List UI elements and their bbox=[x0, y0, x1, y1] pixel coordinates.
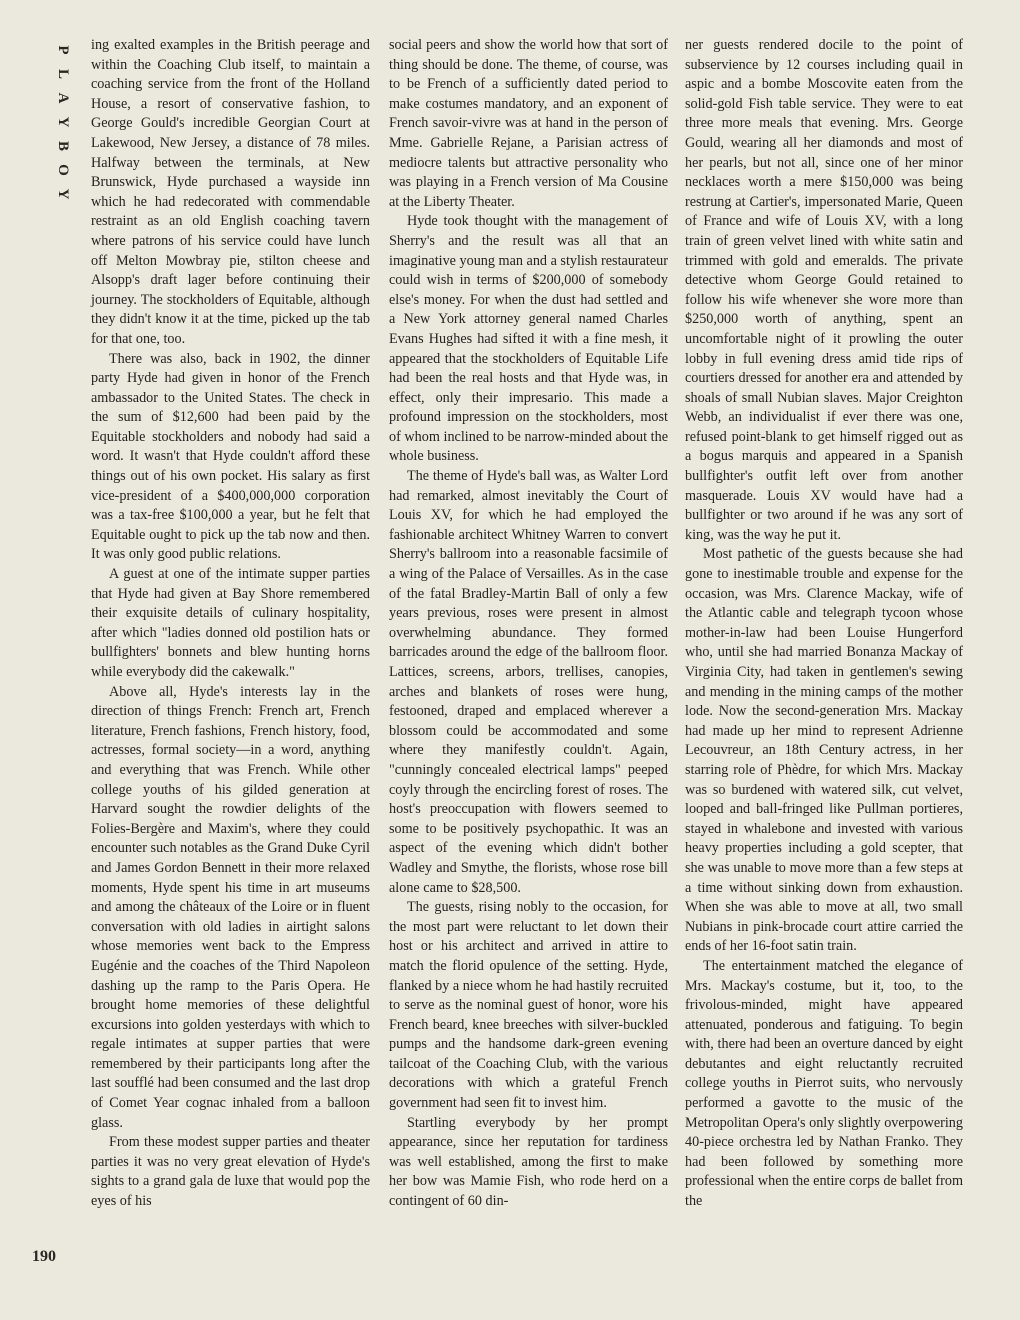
paragraph: A guest at one of the intimate supper parties that Hyde had given at Bay Shore remembered their exquisite details of culinary hospitality, after which "ladies donned old postilion hats or bullfighters' bonnets and blew hunting horns while everybody did the cakewalk." bbox=[91, 566, 370, 680]
running-head-letter: B bbox=[55, 140, 71, 151]
paragraph: ing exalted examples in the British peerage and within the Coaching Club itself, to maintain a coaching service from the front of the Holland House, a resort of conservative fashion, to George Gould's incredible Georgian Court at Lakewood, New Jersey, a distance of 78 miles. Halfway between the terminals, at New Brunswick, Hyde purchased a wayside inn which he had redecorated with commendable restraint as an old English coaching tavern where patrons of his service could have lunch off Melton Mowbray pie, stilton cheese and Alsopp's draft lager before continuing their journey. The stockholders of Equitable, although they didn't know it at the time, picked up the tab for that one, too. bbox=[91, 37, 370, 347]
paragraph: Above all, Hyde's interests lay in the direction of things French: French art, French literature, French fashions, French history, food, actresses, formal society—in a word, anything and everything that was French. While other college youths of his gilded generation at Harvard sought the rowdier delights of the Folies-Bergère and Maxim's, where they could encounter such notables as the Grand Duke Cyril and James Gordon Bennett in their more relaxed moments, Hyde spent his time in art museums and among the châteaux of the Loire or in fluent conversation with old ladies in airtight salons whose memories went back to the Empress Eugénie and the coaches of the Third Napoleon dashing up the ramp to the Paris Opera. He brought home memories of these delightful excursions into golden yesterdays with which to regale intimates at supper parties that were remembered by their participants long after the last soufflé had been consumed and the last drop of Comet Year cognac inhaled from a balloon glass. bbox=[91, 683, 370, 1131]
article-column-3 bbox=[685, 36, 963, 1212]
article-column-1 bbox=[91, 36, 370, 1212]
paragraph: Hyde took thought with the management of Sherry's and the result was all that an imaginative young man and a stylish restaurateur could wish in terms of $200,000 of somebody else's money. For when the dust had settled and a New York attorney general named Charles Evans Hughes had sifted it with a fine mesh, it appeared that the stockholders of Equitable Life had been the real hosts and that Hyde was, in effect, only their impresario. This made a profound impression on the stockholders, most of whom inclined to be narrow-minded about the whole business. bbox=[389, 213, 668, 465]
page-number: 190 bbox=[32, 1248, 56, 1265]
paragraph: Startling everybody by her prompt appearance, since her reputation for tardiness was well established, among the first to make her bow was Mamie Fish, who rode herd on a contingent of 60 din- bbox=[389, 1114, 668, 1210]
running-head-letter: Y bbox=[55, 116, 71, 128]
paragraph: social peers and show the world how that sort of thing should be done. The theme, of course, was to be French of a sufficiently dated period to make costumes mandatory, and an exponent of French savoir-vivre was at hand in the person of Mme. Gabrielle Rejane, a Parisian actress of mediocre talents but attractive personality who was playing in a French version of Ma Cousine at the Liberty Theater. bbox=[389, 37, 668, 210]
running-head-playboy bbox=[48, 38, 78, 206]
paragraph: There was also, back in 1902, the dinner party Hyde had given in honor of the French ambassador to the United States. The check in the sum of $12,600 had been paid by the Equitable stockholders and nobody had said a word. It wasn't that Hyde couldn't afford these things out of his own pocket. His salary as first vice-president of a $400,000,000 corporation was a tax-free $100,000 a year, but he felt that Equitable ought to pick up the tab now and then. It was only good public relations. bbox=[91, 350, 370, 563]
paragraph: The theme of Hyde's ball was, as Walter Lord had remarked, almost inevitably the Court of Louis XV, for which he had employed the fashionable architect Whitney Warren to convert Sherry's ballroom into a reasonable facsimile of a wing of the Palace of Versailles. As in the case of the fatal Bradley-Martin Ball of only a few years previous, roses were present in almost overwhelming abundance. They formed barricades around the edge of the ballroom floor. Lattices, screens, arbors, trellises, canopies, arches and blankets of roses were hung, festooned, draped and emplaced wherever a blossom could be accommodated and some where they manifestly couldn't. Again, "cunningly concealed electrical lamps" peeped coyly through the encircling forest of roses. The host's preoccupation with flowers seemed to some to be positively psychopathic. It was an aspect of the evening which didn't bother Wadley and Smythe, the florists, whose rose bill alone came to $28,500. bbox=[389, 468, 668, 896]
running-head-letter: A bbox=[55, 92, 71, 104]
paragraph: From these modest supper parties and theater parties it was no very great elevation of Hyde's sights to a grand gala de luxe that would pop the eyes of his bbox=[91, 1134, 370, 1210]
article-column-2 bbox=[389, 36, 668, 1212]
running-head-letter: O bbox=[55, 164, 71, 176]
running-head-letter: L bbox=[55, 68, 71, 79]
paragraph: The entertainment matched the elegance of Mrs. Mackay's costume, but it, too, to the frivolous-minded, might have appeared attenuated, ponderous and fatiguing. To begin with, there had been an overture danced by eight debutantes and eight reluctantly recruited college youths in Pierrot suits, who nervously performed a gavotte to the music of the Metropolitan Opera's only slightly overpowering 40-piece orchestra led by Nathan Franko. They had been followed by something more professional when the entire corps de ballet from the bbox=[685, 957, 963, 1210]
running-head-letter: P bbox=[55, 45, 71, 55]
paragraph: The guests, rising nobly to the occasion, for the most part were reluctant to let down their host or his architect and arrived in attire to match the florid opulence of the setting. Hyde, flanked by a niece whom he had hastily recruited to serve as the nominal guest of honor, wore his French beard, knee breeches with silver-buckled pumps and the handsome dark-green evening tailcoat of the Coaching Club, with the various decorations with which a grateful French government had seen fit to invest him. bbox=[389, 899, 668, 1112]
paragraph: Most pathetic of the guests because she had gone to inestimable trouble and expense for the occasion, was Mrs. Clarence Mackay, wife of the Atlantic cable and telegraph tycoon whose mother-in-law had been Louise Hungerford who, until she had married Bonanza Mackay of Virginia City, had taken in gentlemen's sewing and mending in the mining camps of the mother lode. Now the second-generation Mrs. Mackay had made up her mind to represent Adrienne Lecouvreur, an 18th Century actress, in her starring role of Phèdre, for which Mrs. Mackay was so burdened with watered silk, cut velvet, looped and ball-fringed like Pullman portieres, stayed in whalebone and invested with various heavy properties including a gold scepter, that she was unable to move more than a few steps at a time without sinking down from exhaustion. When she was able to move at all, two small Nubians in pink-brocade court attire carried the ends of her 16-foot satin train. bbox=[685, 546, 963, 955]
running-head-letter: Y bbox=[55, 188, 71, 200]
paragraph: ner guests rendered docile to the point of subservience by 12 courses including quail in aspic and a bombe Moscovite eaten from the solid-gold Fish table service. They were to eat three more meals that evening. Mrs. George Gould, wearing all her diamonds and most of her pearls, but not all, since one of her minor necklaces worth a mere $150,000 was being restrung at Cartier's, impersonated Marie, Queen of France and wife of Louis XV, with a long train of green velvet lined with white satin and trimmed with gold and emeralds. The private detective whom George Gould retained to follow his wife whenever she wore more than $250,000 worth of anything, spent an uncomfortable night of it prowling the outer lobby in full evening dress amid tide rips of courtiers dressed for another era and attended by shoals of small Nubian slaves. Major Creighton Webb, an individualist if ever there was one, refused point-blank to get himself rigged out as a bogus marquis and appeared in a Spanish bullfighter's outfit left over from another masquerade. Louis XV would have had a bullfighter or two around if he was any sort of king, was the way he put it. bbox=[685, 37, 963, 543]
